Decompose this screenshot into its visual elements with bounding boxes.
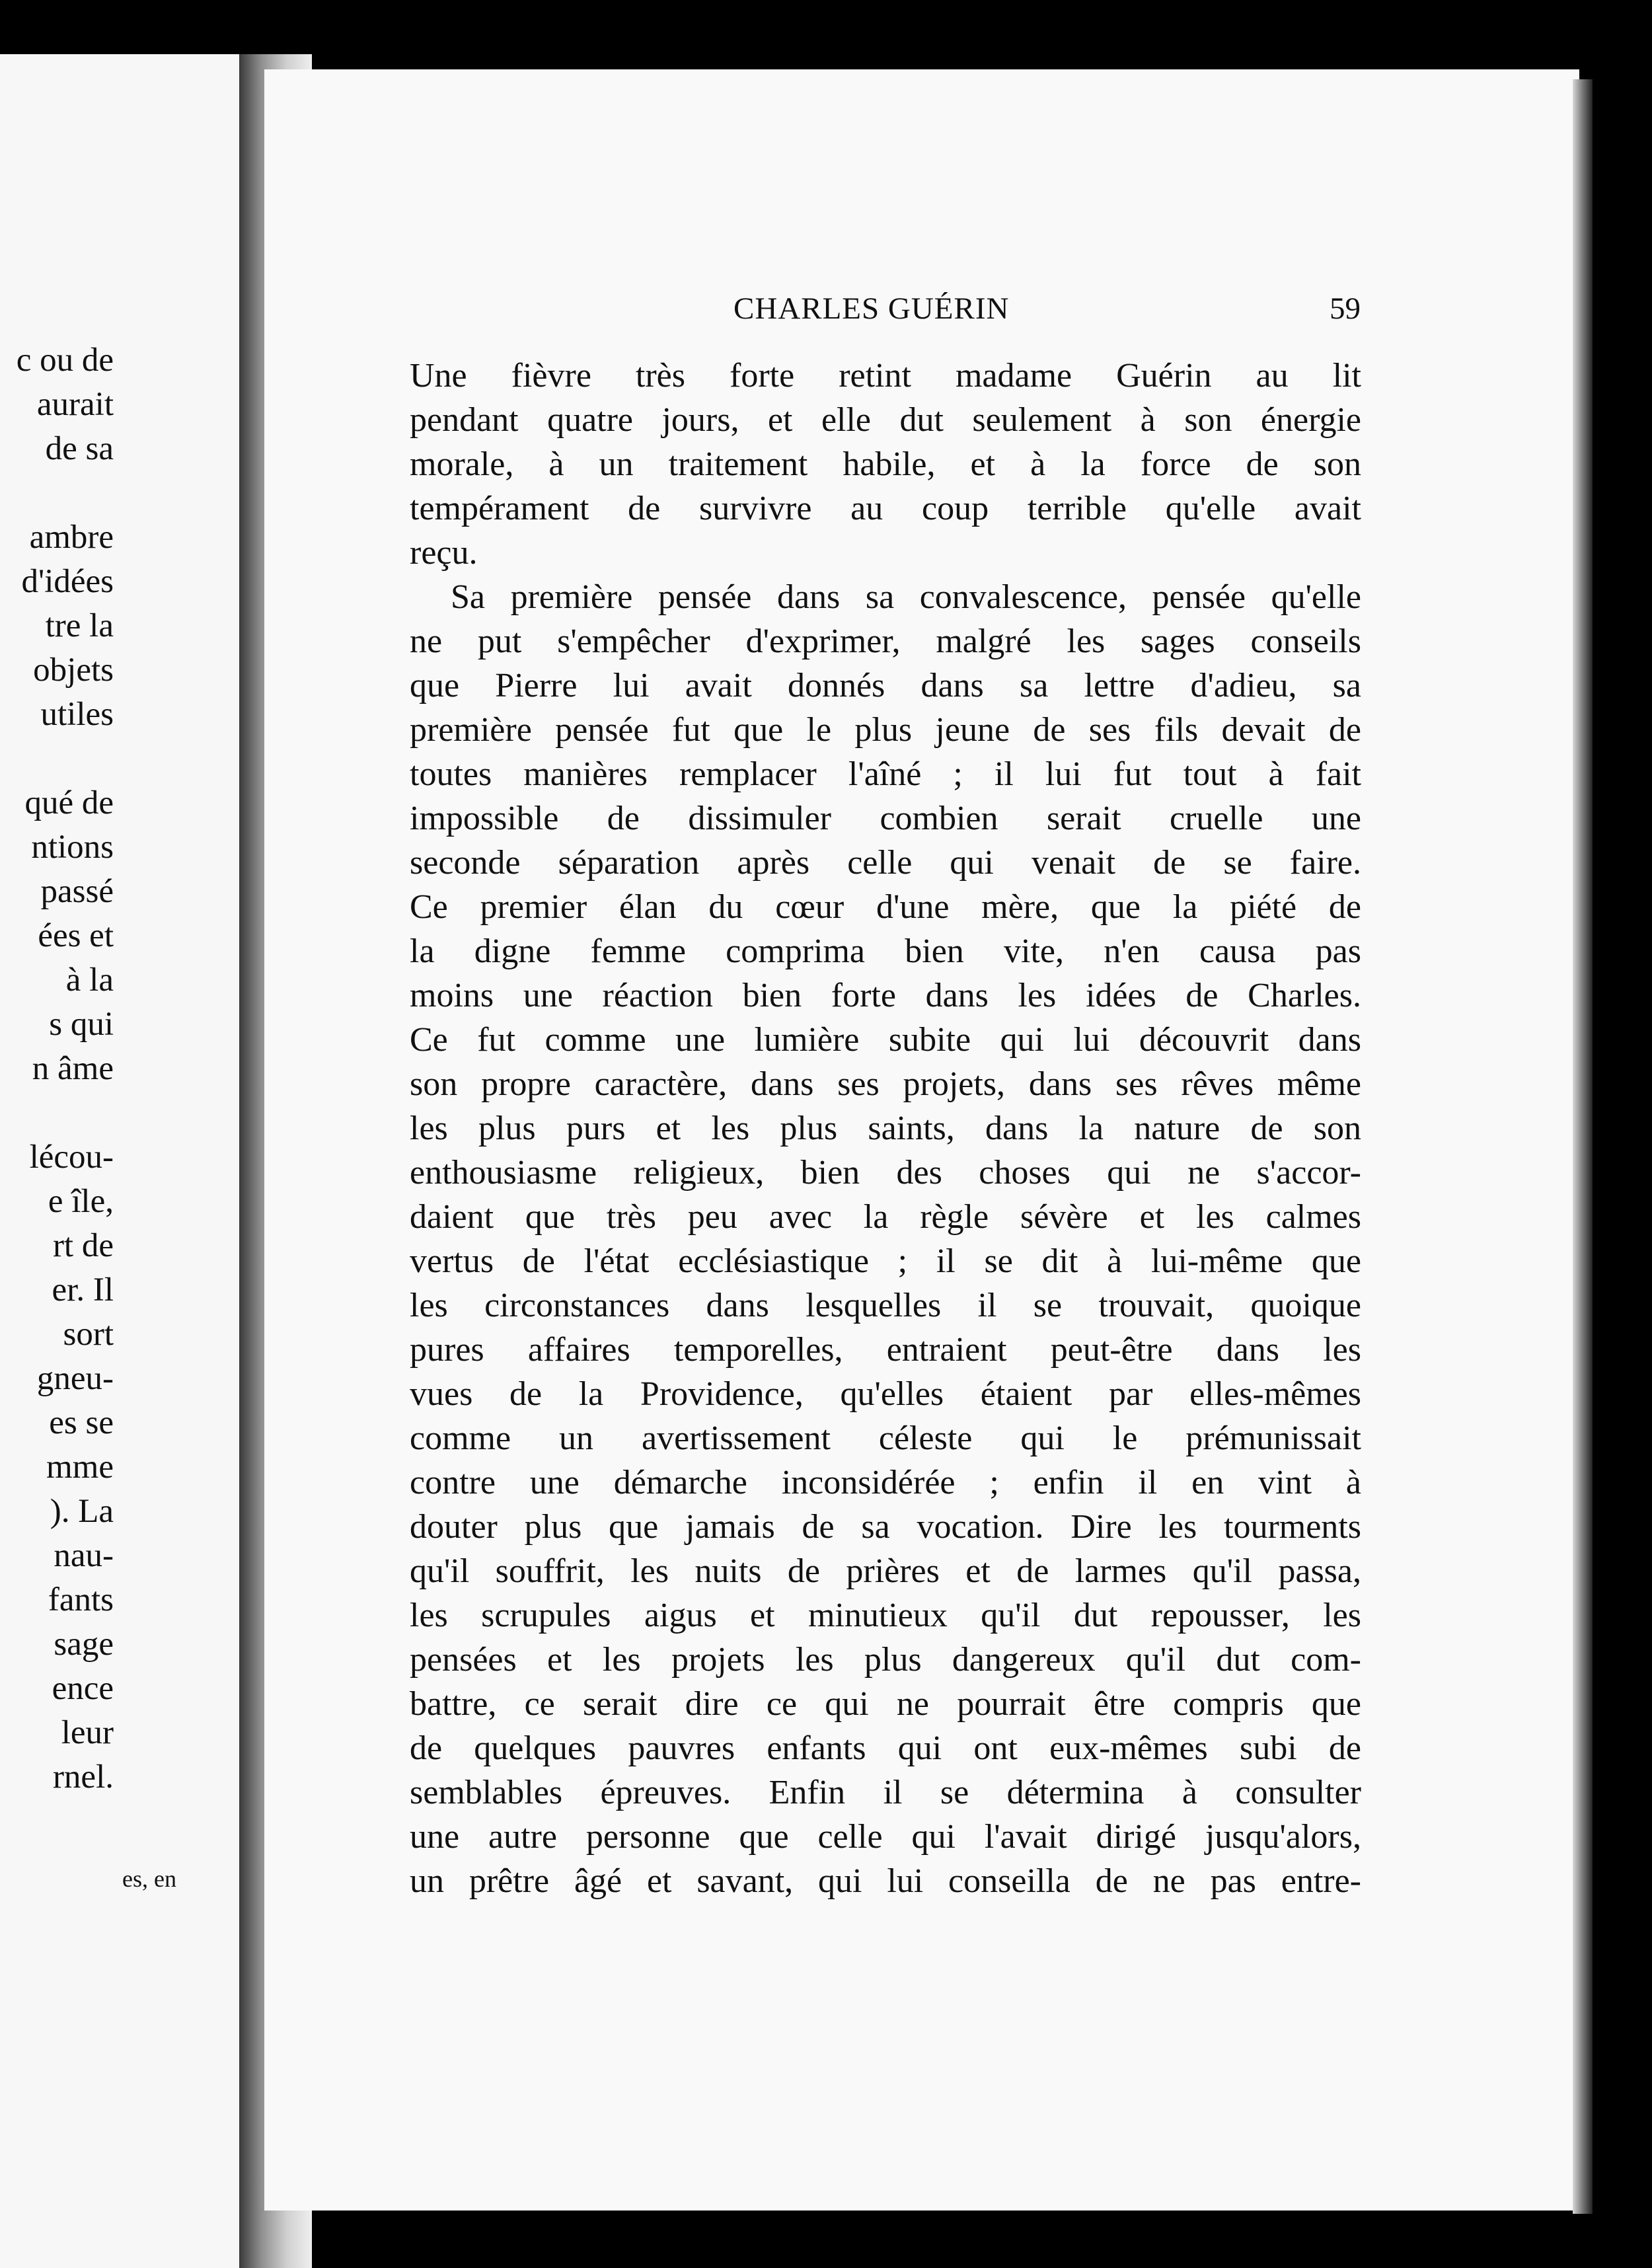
text-line: pures affaires temporelles, entraient peut-être dans les bbox=[410, 1331, 1361, 1369]
left-line: passé bbox=[40, 873, 114, 910]
text-line: un prêtre âgé et savant, qui lui conseilla de ne pas entre- bbox=[410, 1862, 1361, 1900]
left-line: n âme bbox=[32, 1050, 114, 1087]
text-line: semblables épreuves. Enfin il se détermina à consulter bbox=[410, 1774, 1361, 1811]
left-line: er. Il bbox=[52, 1271, 114, 1308]
left-line: ées et bbox=[38, 917, 114, 954]
left-line: sort bbox=[63, 1316, 114, 1353]
left-line: ). La bbox=[50, 1493, 114, 1530]
text-line: Une fièvre très forte retint madame Guérin au lit bbox=[410, 357, 1361, 395]
running-head: CHARLES GUÉRIN bbox=[733, 291, 1010, 326]
text-line: de quelques pauvres enfants qui ont eux-mêmes subi de bbox=[410, 1729, 1361, 1767]
text-line: la digne femme comprima bien vite, n'en causa pas bbox=[410, 932, 1361, 970]
left-line: utiles bbox=[40, 696, 114, 733]
left-line-blank bbox=[0, 1091, 114, 1135]
left-line: fants bbox=[48, 1581, 114, 1618]
text-line: les circonstances dans lesquelles il se trouvait, quoique bbox=[410, 1287, 1361, 1324]
text-line: pendant quatre jours, et elle dut seulement à son énergie bbox=[410, 401, 1361, 439]
left-line: mme bbox=[46, 1449, 114, 1486]
left-line: es se bbox=[49, 1404, 114, 1441]
left-line: e île, bbox=[48, 1183, 114, 1220]
text-line: morale, à un traitement habile, et à la force de son bbox=[410, 445, 1361, 483]
text-line: contre une démarche inconsidérée ; enfin il en vint à bbox=[410, 1464, 1361, 1501]
left-line: à la bbox=[65, 962, 114, 999]
text-line: que Pierre lui avait donnés dans sa lettre d'adieu, sa bbox=[410, 667, 1361, 704]
left-line: qué de bbox=[24, 784, 114, 821]
text-line: comme un avertissement céleste qui le prémunissait bbox=[410, 1419, 1361, 1457]
left-page-text bbox=[0, 338, 114, 1799]
left-line-blank bbox=[0, 737, 114, 781]
text-line: son propre caractère, dans ses projets, dans ses rêves même bbox=[410, 1065, 1361, 1103]
text-line: Sa première pensée dans sa convalescence, pensée qu'elle bbox=[451, 578, 1361, 616]
text-line: les scrupules aigus et minutieux qu'il dut repousser, les bbox=[410, 1597, 1361, 1634]
left-line: rnel. bbox=[52, 1758, 114, 1796]
text-line: battre, ce serait dire ce qui ne pourrait être compris que bbox=[410, 1685, 1361, 1723]
left-line: ence bbox=[52, 1670, 114, 1707]
left-line: c ou de bbox=[16, 342, 114, 379]
left-line: ambre bbox=[29, 519, 114, 556]
text-line: première pensée fut que le plus jeune de ses fils devait de bbox=[410, 711, 1361, 749]
text-line: qu'il souffrit, les nuits de prières et de larmes qu'il passa, bbox=[410, 1552, 1361, 1590]
page-number: 59 bbox=[1330, 291, 1361, 326]
text-line: douter plus que jamais de sa vocation. Dire les tourments bbox=[410, 1508, 1361, 1546]
body-text bbox=[410, 354, 1361, 1903]
left-line: d'idées bbox=[21, 563, 114, 600]
left-line: leur bbox=[61, 1714, 114, 1751]
text-line: vertus de l'état ecclésiastique ; il se dit à lui-même que bbox=[410, 1242, 1361, 1280]
text-line: toutes manières remplacer l'aîné ; il lui fut tout à fait bbox=[410, 755, 1361, 793]
text-line: moins une réaction bien forte dans les idées de Charles. bbox=[410, 977, 1361, 1014]
text-line: impossible de dissimuler combien serait cruelle une bbox=[410, 800, 1361, 837]
left-line: s qui bbox=[49, 1006, 114, 1043]
text-line: une autre personne que celle qui l'avait dirigé jusqu'alors, bbox=[410, 1818, 1361, 1856]
left-line: nau- bbox=[54, 1537, 114, 1574]
left-line: rt de bbox=[52, 1227, 114, 1264]
left-line-blank bbox=[0, 471, 114, 515]
text-line: tempérament de survivre au coup terrible qu'elle avait bbox=[410, 490, 1361, 527]
left-line: objets bbox=[33, 652, 114, 689]
left-page-footnote: es, en bbox=[122, 1866, 176, 1892]
text-line: Ce fut comme une lumière subite qui lui découvrit dans bbox=[410, 1021, 1361, 1059]
text-line: ne put s'empêcher d'exprimer, malgré les sages conseils bbox=[410, 623, 1361, 660]
left-line: sage bbox=[54, 1626, 114, 1663]
text-line: Ce premier élan du cœur d'une mère, que la piété de bbox=[410, 888, 1361, 926]
left-line: de sa bbox=[45, 430, 114, 467]
text-line: reçu. bbox=[410, 534, 478, 572]
left-page bbox=[0, 54, 239, 2268]
text-line: les plus purs et les plus saints, dans la nature de son bbox=[410, 1110, 1361, 1147]
left-line: tre la bbox=[45, 607, 114, 644]
text-line: vues de la Providence, qu'elles étaient par elles-mêmes bbox=[410, 1375, 1361, 1413]
text-line: pensées et les projets les plus dangereux qu'il dut com- bbox=[410, 1641, 1361, 1679]
text-line: seconde séparation après celle qui venait de se faire. bbox=[410, 844, 1361, 882]
text-line: enthousiasme religieux, bien des choses qui ne s'accor- bbox=[410, 1154, 1361, 1191]
text-line: daient que très peu avec la règle sévère et les calmes bbox=[410, 1198, 1361, 1236]
page-edge bbox=[1573, 79, 1593, 2214]
left-line: ntions bbox=[31, 829, 114, 866]
left-line: aurait bbox=[36, 386, 114, 423]
left-line: lécou- bbox=[29, 1139, 114, 1176]
left-line: gneu- bbox=[36, 1360, 114, 1397]
